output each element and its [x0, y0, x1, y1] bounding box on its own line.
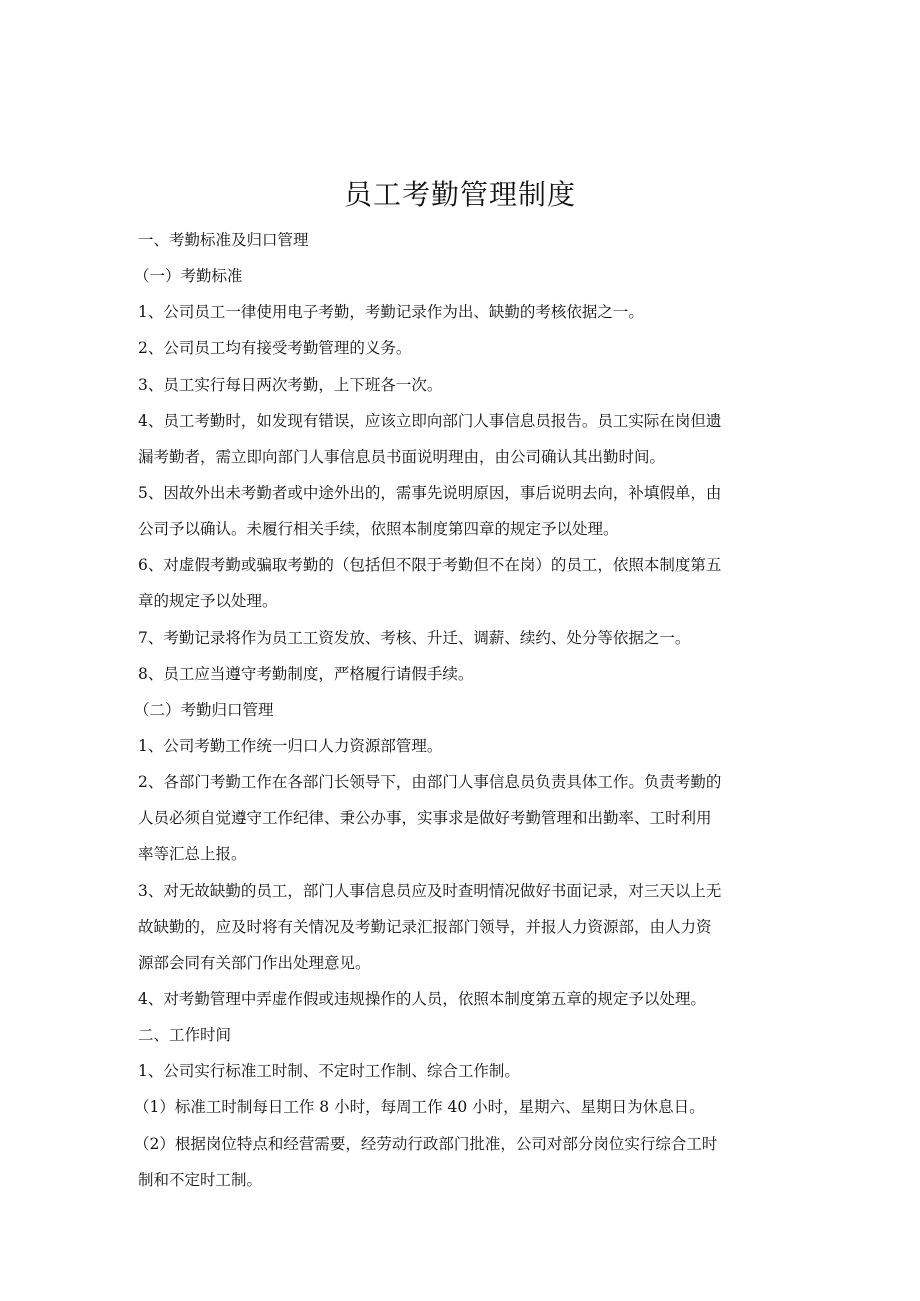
- paragraph-line: 2、各部门考勤工作在各部门长领导下，由部门人事信息员负责具体工作。负责考勤的: [138, 773, 722, 792]
- paragraph-line: 5、因故外出未考勤者或中途外出的，需事先说明原因，事后说明去向，补填假单，由: [138, 483, 722, 502]
- paragraph-line: （1）标准工时制每日工作 8 小时，每周工作 40 小时，星期六、星期日为休息日。: [134, 1098, 705, 1117]
- subsection-heading: （二）考勤归口管理: [134, 700, 274, 719]
- paragraph-line: 章的规定予以处理。: [138, 592, 278, 611]
- paragraph-line: 源部会同有关部门作出处理意见。: [138, 953, 371, 972]
- section-heading: 二、工作时间: [138, 1026, 232, 1045]
- paragraph-line: 4、对考勤管理中弄虚作假或违规操作的人员，依照本制度第五章的规定予以处理。: [138, 989, 706, 1008]
- paragraph-line: 3、对无故缺勤的员工，部门人事信息员应及时查明情况做好书面记录，对三天以上无: [138, 881, 722, 900]
- paragraph-line: 1、公司员工一律使用电子考勤，考勤记录作为出、缺勤的考核依据之一。: [138, 303, 644, 322]
- paragraph-line: 1、公司考勤工作统一归口人力资源部管理。: [138, 736, 443, 755]
- paragraph-line: 1、公司实行标准工时制、不定时工作制、综合工作制。: [138, 1062, 520, 1081]
- document-body: [134, 222, 784, 1198]
- subsection-heading: （一）考勤标准: [134, 267, 243, 286]
- paragraph-line: 4、员工考勤时，如发现有错误，应该立即向部门人事信息员报告。员工实际在岗但遗: [138, 411, 722, 430]
- paragraph-line: 率等汇总上报。: [138, 845, 247, 864]
- paragraph-line: （2）根据岗位特点和经营需要，经劳动行政部门批准，公司对部分岗位实行综合工时: [134, 1134, 718, 1153]
- paragraph-line: 漏考勤者，需立即向部门人事信息员书面说明理由，由公司确认其出勤时间。: [138, 447, 666, 466]
- paragraph-line: 3、员工实行每日两次考勤，上下班各一次。: [138, 375, 443, 394]
- paragraph-line: 故缺勤的，应及时将有关情况及考勤记录汇报部门领导，并报人力资源部，由人力资: [138, 917, 712, 936]
- paragraph-line: 制和不定时工制。: [138, 1170, 263, 1189]
- paragraph-line: 2、公司员工均有接受考勤管理的义务。: [138, 339, 412, 358]
- paragraph-line: 人员必须自觉遵守工作纪律、秉公办事，实事求是做好考勤管理和出勤率、工时利用: [138, 809, 712, 828]
- section-heading: 一、考勤标准及归口管理: [138, 231, 309, 249]
- paragraph-line: 7、考勤记录将作为员工工资发放、考核、升迁、调薪、续约、处分等依据之一。: [138, 628, 691, 647]
- paragraph-line: 8、员工应当遵守考勤制度，严格履行请假手续。: [138, 664, 474, 683]
- document-title: 员工考勤管理制度: [343, 178, 576, 211]
- paragraph-line: 公司予以确认。未履行相关手续，依照本制度第四章的规定予以处理。: [138, 520, 619, 539]
- paragraph-line: 6、对虚假考勤或骗取考勤的（包括但不限于考勤但不在岗）的员工，依照本制度第五: [138, 556, 722, 575]
